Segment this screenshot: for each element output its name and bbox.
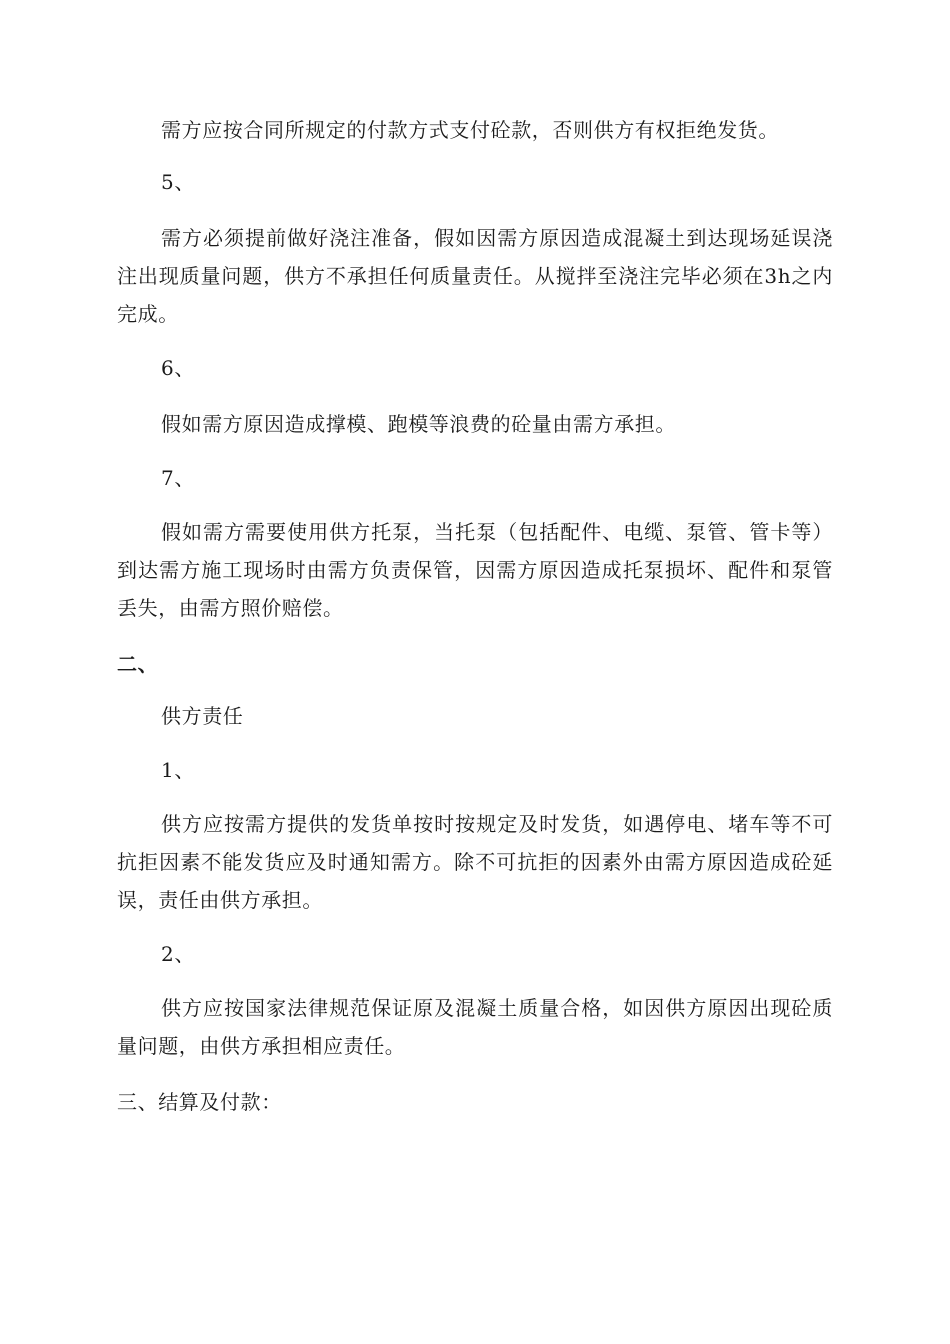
paragraph-timely-delivery: 供方应按需方提供的发货单按时按规定及时发货，如遇停电、堵车等不可抗拒因素不能发货应及时通知需方。除不可抗拒的因素外由需方原因造成砼延误，责任由供方承担。 [117,812,833,912]
subsection-supplier-responsibility: 供方责任 [161,704,244,728]
paragraph-payment-terms: 需方应按合同所规定的付款方式支付砼款，否则供方有权拒绝发货。 [161,118,779,142]
paragraph-pump-custody: 假如需方需要使用供方托泵，当托泵（包括配件、电缆、泵管、管卡等）到达需方施工现场时由需方负责保管，因需方原因造成托泵损坏、配件和泵管丢失，由需方照价赔偿。 [117,520,833,620]
item-number-2: 2、 [161,942,195,966]
section-heading-two: 二、 [117,652,159,676]
item-number-6: 6、 [161,356,195,380]
item-number-7: 7、 [161,466,195,490]
paragraph-quality-guarantee: 供方应按国家法律规范保证原及混凝土质量合格，如因供方原因出现砼质量问题，由供方承担相应责任。 [117,996,833,1058]
paragraph-pouring-preparation: 需方必须提前做好浇注准备，假如因需方原因造成混凝土到达现场延误浇注出现质量问题，供方不承担任何质量责任。从搅拌至浇注完毕必须在3h之内完成。 [117,226,833,326]
item-number-1: 1、 [161,758,195,782]
paragraph-formwork-waste: 假如需方原因造成撑模、跑模等浪费的砼量由需方承担。 [161,412,676,436]
section-heading-three: 三、结算及付款： [117,1090,282,1114]
item-number-5: 5、 [161,170,195,194]
